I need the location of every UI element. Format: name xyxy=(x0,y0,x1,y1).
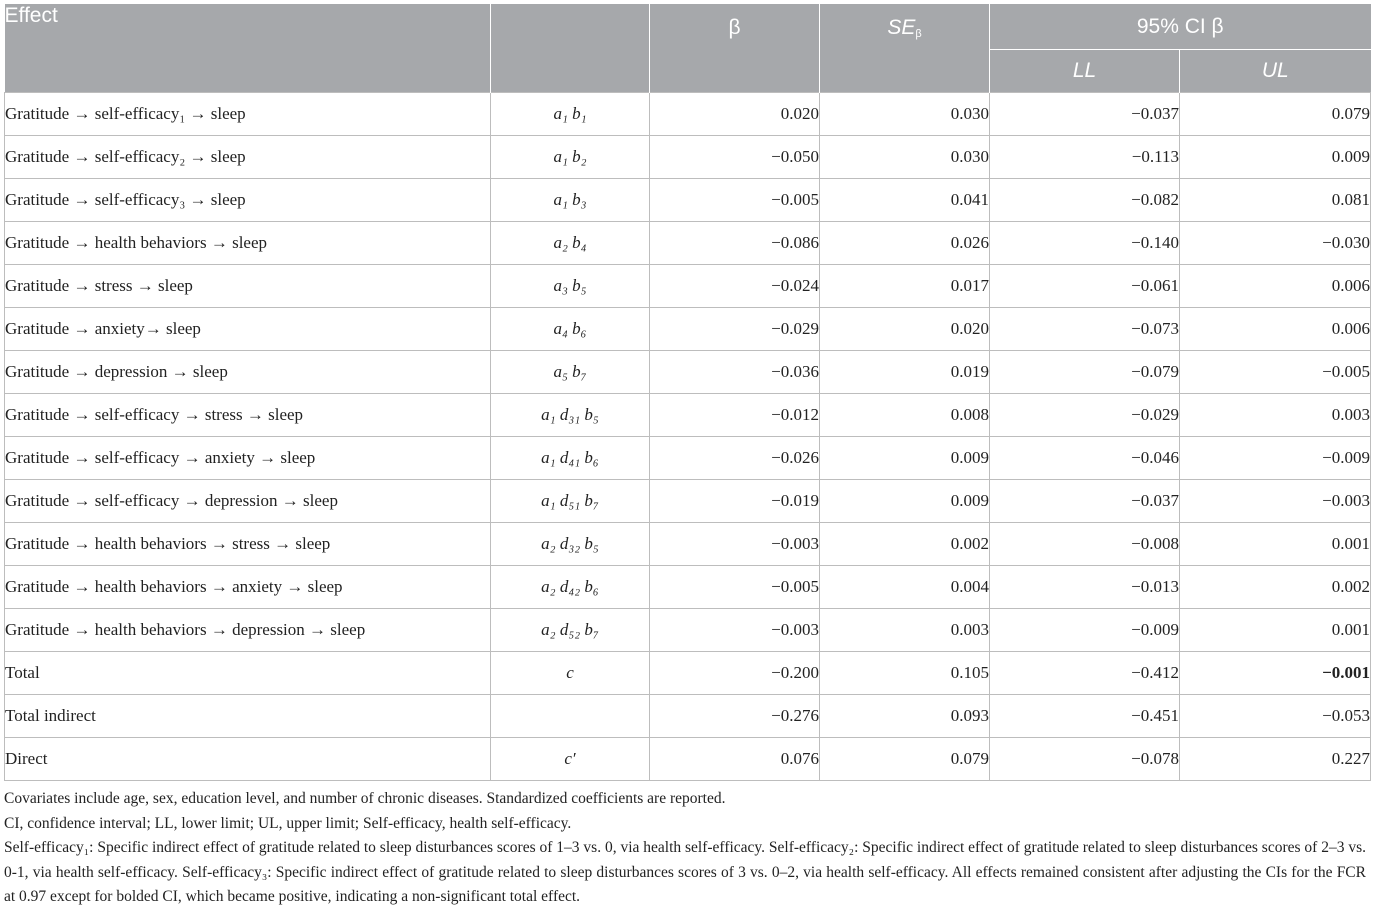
coefficient-label xyxy=(491,695,650,738)
note-self-efficacy: Self-efficacy₁: Specific indirect effect of gratitude related to sleep disturbances scores of 1–3 vs. 0, via health self-efficacy. Self-efficacy₂: Specific indirect effect of gratitude related to sleep disturbances scores of 2–3 vs. 0-1, via health self-efficacy. Self-efficacy₃: Specific indirect effect of gratitude related to sleep disturbances scores of 3 vs. 0–2, via health self-efficacy. All effects remained consistent after adjusting the CIs for the FCR at 0.97 except for bolded CI, which became positive, indicating a non-significant total effect. xyxy=(4,839,1366,905)
beta-value: −0.050 xyxy=(650,136,820,179)
beta-value: −0.200 xyxy=(650,652,820,695)
beta-value: −0.005 xyxy=(650,566,820,609)
ll-value: −0.140 xyxy=(990,222,1180,265)
coefficient-label: a₁ d₄₁ b₆ xyxy=(491,437,650,480)
effect-label: Gratitude → self-efficacy₃ → sleep xyxy=(5,179,491,222)
table-row xyxy=(5,136,1371,179)
ll-value: −0.113 xyxy=(990,136,1180,179)
mediation-effects-table xyxy=(4,4,1371,781)
table-figure xyxy=(4,4,1370,910)
coefficient-label: c′ xyxy=(491,738,650,781)
ll-value: −0.451 xyxy=(990,695,1180,738)
coefficient-label: a₂ b₄ xyxy=(491,222,650,265)
beta-value: −0.003 xyxy=(650,609,820,652)
effect-label: Gratitude → anxiety→ sleep xyxy=(5,308,491,351)
header-coefficient xyxy=(491,4,650,93)
table-row xyxy=(5,222,1371,265)
se-value: 0.030 xyxy=(820,136,990,179)
effect-label: Gratitude → health behaviors → sleep xyxy=(5,222,491,265)
table-body xyxy=(5,93,1371,781)
ll-value: −0.073 xyxy=(990,308,1180,351)
coefficient-label: a₁ b₃ xyxy=(491,179,650,222)
ul-value: 0.081 xyxy=(1180,179,1371,222)
header-ll: LL xyxy=(990,50,1180,93)
beta-value: −0.019 xyxy=(650,480,820,523)
ll-value: −0.061 xyxy=(990,265,1180,308)
ul-value: −0.005 xyxy=(1180,351,1371,394)
coefficient-label: a₁ b₁ xyxy=(491,93,650,136)
table-row xyxy=(5,480,1371,523)
coefficient-label: a₁ b₂ xyxy=(491,136,650,179)
se-value: 0.105 xyxy=(820,652,990,695)
coefficient-label: a₃ b₅ xyxy=(491,265,650,308)
ul-value: 0.006 xyxy=(1180,265,1371,308)
table-row xyxy=(5,179,1371,222)
ul-value: 0.003 xyxy=(1180,394,1371,437)
beta-value: −0.005 xyxy=(650,179,820,222)
table-row xyxy=(5,695,1371,738)
se-value: 0.003 xyxy=(820,609,990,652)
table-row xyxy=(5,609,1371,652)
effect-label: Gratitude → self-efficacy → stress → sleep xyxy=(5,394,491,437)
coefficient-label: a₁ d₃₁ b₅ xyxy=(491,394,650,437)
beta-value: −0.026 xyxy=(650,437,820,480)
ul-value: 0.001 xyxy=(1180,523,1371,566)
effect-label: Gratitude → self-efficacy₁ → sleep xyxy=(5,93,491,136)
se-value: 0.008 xyxy=(820,394,990,437)
effect-label: Gratitude → self-efficacy → depression → sleep xyxy=(5,480,491,523)
header-se: $SE_\beta$ xyxy=(820,4,990,93)
beta-value: −0.024 xyxy=(650,265,820,308)
ul-value: 0.079 xyxy=(1180,93,1371,136)
table-notes xyxy=(4,787,1366,910)
effect-label: Total indirect xyxy=(5,695,491,738)
table-row xyxy=(5,738,1371,781)
se-value: 0.004 xyxy=(820,566,990,609)
table-row xyxy=(5,566,1371,609)
se-value: 0.030 xyxy=(820,93,990,136)
se-value: 0.002 xyxy=(820,523,990,566)
ul-value: −0.001 xyxy=(1180,652,1371,695)
effect-label: Direct xyxy=(5,738,491,781)
effect-label: Gratitude → depression → sleep xyxy=(5,351,491,394)
ll-value: −0.009 xyxy=(990,609,1180,652)
table-row xyxy=(5,437,1371,480)
ll-value: −0.412 xyxy=(990,652,1180,695)
se-value: 0.026 xyxy=(820,222,990,265)
ll-value: −0.029 xyxy=(990,394,1180,437)
ll-value: −0.082 xyxy=(990,179,1180,222)
ll-value: −0.008 xyxy=(990,523,1180,566)
beta-value: −0.086 xyxy=(650,222,820,265)
ll-value: −0.013 xyxy=(990,566,1180,609)
table-row xyxy=(5,351,1371,394)
header-ci: 95% CI β xyxy=(990,4,1371,50)
ll-value: −0.078 xyxy=(990,738,1180,781)
effect-label: Gratitude → health behaviors → stress → sleep xyxy=(5,523,491,566)
table-row xyxy=(5,523,1371,566)
ul-value: 0.006 xyxy=(1180,308,1371,351)
ll-value: −0.037 xyxy=(990,480,1180,523)
beta-value: −0.036 xyxy=(650,351,820,394)
beta-value: −0.276 xyxy=(650,695,820,738)
ul-value: 0.001 xyxy=(1180,609,1371,652)
beta-value: −0.003 xyxy=(650,523,820,566)
se-value: 0.009 xyxy=(820,437,990,480)
effect-label: Gratitude → self-efficacy₂ → sleep xyxy=(5,136,491,179)
header-beta: β xyxy=(650,4,820,93)
se-value: 0.009 xyxy=(820,480,990,523)
coefficient-label: a₂ d₅₂ b₇ xyxy=(491,609,650,652)
coefficient-label: a₁ d₅₁ b₇ xyxy=(491,480,650,523)
se-value: 0.017 xyxy=(820,265,990,308)
header-ul: UL xyxy=(1180,50,1371,93)
beta-value: 0.020 xyxy=(650,93,820,136)
ul-value: −0.003 xyxy=(1180,480,1371,523)
ul-value: 0.227 xyxy=(1180,738,1371,781)
note-abbreviations: CI, confidence interval; LL, lower limit; UL, upper limit; Self-efficacy, health self-efficacy. xyxy=(4,814,572,832)
coefficient-label: c xyxy=(491,652,650,695)
ul-value: −0.053 xyxy=(1180,695,1371,738)
ll-value: −0.037 xyxy=(990,93,1180,136)
ul-value: 0.002 xyxy=(1180,566,1371,609)
coefficient-label: a₅ b₇ xyxy=(491,351,650,394)
beta-value: 0.076 xyxy=(650,738,820,781)
effect-label: Gratitude → health behaviors → anxiety → sleep xyxy=(5,566,491,609)
effect-label: Gratitude → stress → sleep xyxy=(5,265,491,308)
ll-value: −0.046 xyxy=(990,437,1180,480)
beta-value: −0.029 xyxy=(650,308,820,351)
coefficient-label: a₄ b₆ xyxy=(491,308,650,351)
se-value: 0.041 xyxy=(820,179,990,222)
table-row xyxy=(5,394,1371,437)
table-row xyxy=(5,93,1371,136)
table-row xyxy=(5,652,1371,695)
note-covariates: Covariates include age, sex, education level, and number of chronic diseases. Standardized coefficients are reported. xyxy=(4,790,726,807)
ll-value: −0.079 xyxy=(990,351,1180,394)
ul-value: −0.009 xyxy=(1180,437,1371,480)
ul-value: 0.009 xyxy=(1180,136,1371,179)
se-value: 0.093 xyxy=(820,695,990,738)
se-value: 0.079 xyxy=(820,738,990,781)
coefficient-label: a₂ d₃₂ b₅ xyxy=(491,523,650,566)
beta-value: −0.012 xyxy=(650,394,820,437)
table-row xyxy=(5,265,1371,308)
effect-label: Gratitude → health behaviors → depression → sleep xyxy=(5,609,491,652)
header-row xyxy=(5,4,1371,50)
effect-label: Gratitude → self-efficacy → anxiety → sleep xyxy=(5,437,491,480)
coefficient-label: a₂ d₄₂ b₆ xyxy=(491,566,650,609)
se-value: 0.020 xyxy=(820,308,990,351)
header-effect: Effect xyxy=(5,4,491,93)
ul-value: −0.030 xyxy=(1180,222,1371,265)
se-value: 0.019 xyxy=(820,351,990,394)
effect-label: Total xyxy=(5,652,491,695)
table-row xyxy=(5,308,1371,351)
